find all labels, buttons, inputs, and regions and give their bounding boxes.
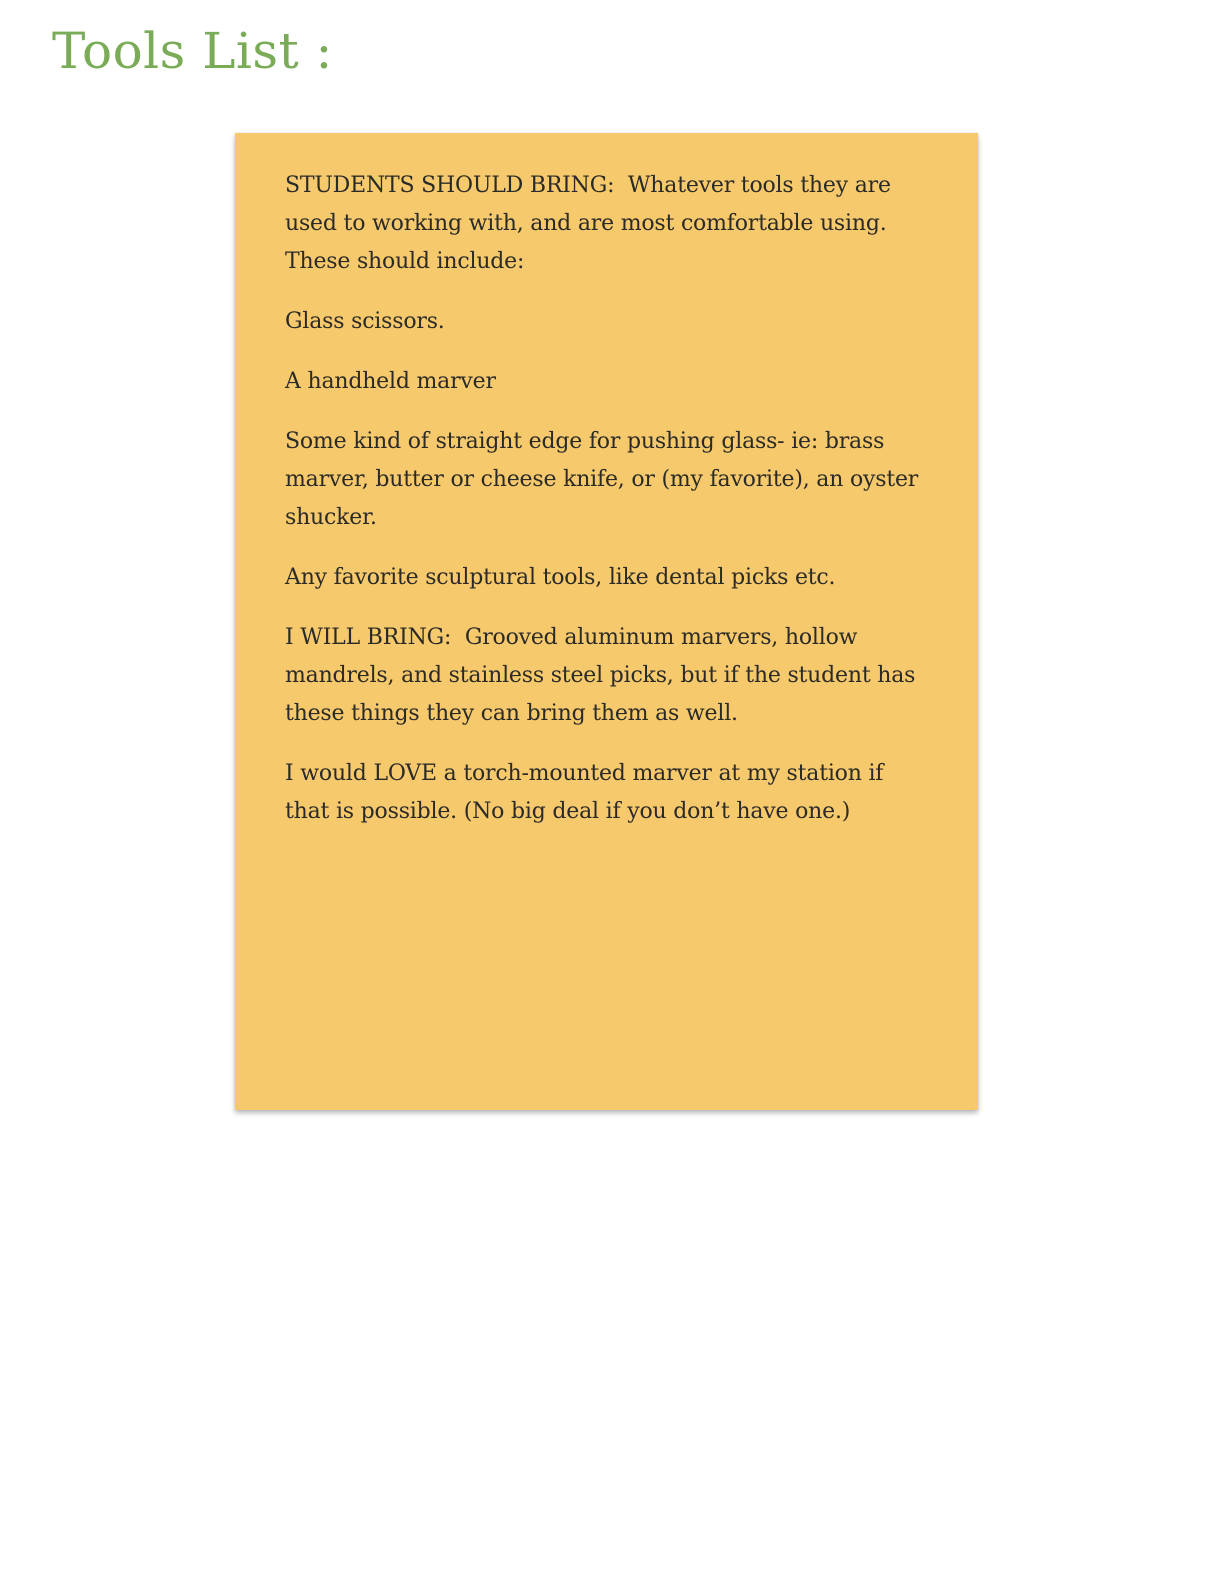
list-item-glass-scissors: Glass scissors.: [285, 309, 445, 334]
list-item-straight-edge: Some kind of straight edge for pushing glass- ie: brass marver, butter or cheese knife, or (my favorite), an oyster shucker.: [285, 429, 925, 530]
instructor-bring-paragraph: I WILL BRING: Grooved aluminum marvers, hollow mandrels, and stainless steel picks, but if the student has these things they can bring them as well.: [285, 625, 923, 726]
page-title: Tools List :: [52, 22, 333, 80]
list-item-sculptural-tools: Any favorite sculptural tools, like dental picks etc.: [285, 565, 836, 590]
students-bring-paragraph: STUDENTS SHOULD BRING: Whatever tools they are used to working with, and are most comfortable using. These should include:: [285, 173, 898, 274]
tools-note-card: [235, 133, 978, 1110]
list-item-handheld-marver: A handheld marver: [285, 369, 496, 394]
torch-marver-request-paragraph: I would LOVE a torch-mounted marver at my station if that is possible. (No big deal if you don’t have one.): [285, 761, 891, 824]
